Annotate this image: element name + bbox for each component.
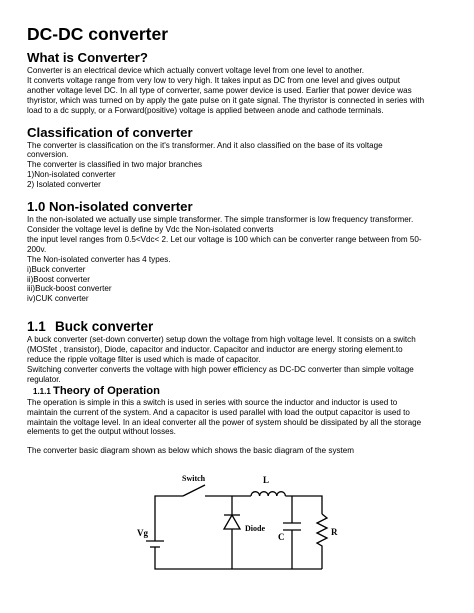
source-label: Vg [137,528,148,538]
heading-non-isolated: 1.0 Non-isolated converter [27,199,193,215]
text-line: Consider the voltage level is define by Vdc the Non-isolated converts [27,224,274,234]
inductor-symbol [251,492,285,496]
circuit-wire [155,547,322,569]
text-line: The operation is simple in this a switch is used in series with source the inductor and inductor is used to [27,397,398,407]
text-line: Converter is an electrical device which actually convert voltage level from one level to another. [27,66,364,75]
inductor-label: L [263,475,270,485]
text-line: It converts voltage range from very low to very high. It takes input as DC from one level and gives output [27,75,400,85]
text-line: load to a dc supply, or a Forward(positive) voltage is applied between anode and cathode terminals. [27,105,384,115]
text-line: 200v. [27,244,47,254]
text-line: regulator. [27,374,61,384]
text-line: A buck converter (set-down converter) setup down the voltage from high voltage level. It consists on a switch [27,335,416,345]
heading-what-is-converter: What is Converter? [27,50,148,65]
text-line: In the non-isolated we actually use simple transformer. The simple transformer is low frequency transformer. [27,215,414,225]
switch-label: Switch [182,474,206,483]
capacitor-label: C [278,532,285,542]
document-title: DC-DC converter [27,24,168,44]
text-line: thyristor, which was turned on by apply the gate pulse on it gate signal. The thyristor is connected in series with [27,95,425,105]
text-line: The converter is classified in two major branches [27,160,202,170]
text-line: another voltage level DC. In all type of converter, same power device is used. Earlier that power device was [27,85,412,95]
switch-symbol [183,485,205,496]
text-line: 1)Non-isolated converter [27,170,116,180]
resistor-label: R [331,527,338,537]
text-line: reduce the ripple voltage filter is used which is made of capacitor. [27,355,261,365]
section-title: Theory of Operation [53,384,160,397]
text-line: 2) Isolated converter [27,180,101,190]
circuit-wire [285,496,322,514]
diagram-intro-text: The converter basic diagram shown as below which shows the basic diagram of the system [27,446,355,456]
text-line: ii)Boost converter [27,274,90,284]
text-line: The converter is classification on the it's transformer. And it also classified on the base of its voltage [27,140,383,150]
heading-classification: Classification of converter [27,124,193,140]
diode-label: Diode [245,524,265,533]
text-line: i)Buck converter [27,264,86,274]
text-line: iii)Buck-boost converter [27,284,112,294]
section-title: Buck converter [55,319,154,335]
text-line: maintain the current of the system. And a capacitor is used parallel with load the output capacitor is used to [27,407,410,417]
text-line: Switching converter converts the voltage with high power efficiency as DC-DC converter than simple voltage [27,364,414,374]
text-line: maintain the voltage level. In an ideal converter all the power of system should be dissipated by all the storage [27,417,422,427]
diode-triangle [224,515,240,529]
text-line: elements to get the output without losses. [27,427,176,437]
text-line: iv)CUK converter [27,294,89,304]
resistor-symbol [317,514,327,569]
text-line: the input level ranges from 0.5<Vdc< 2. Let our voltage is 100 which can be converter range between from 50- [27,234,422,244]
circuit-wire [155,496,183,541]
text-line: (MOSfet , transistor), Diode, capacitor and inductor. Capacitor and inductor are energy storing element.to [27,345,403,355]
section-number: 1.1 [27,319,46,335]
section-number: 1.1.1 [33,386,51,396]
text-line: conversion. [27,150,69,160]
text-line: The Non-isolated converter has 4 types. [27,254,171,264]
